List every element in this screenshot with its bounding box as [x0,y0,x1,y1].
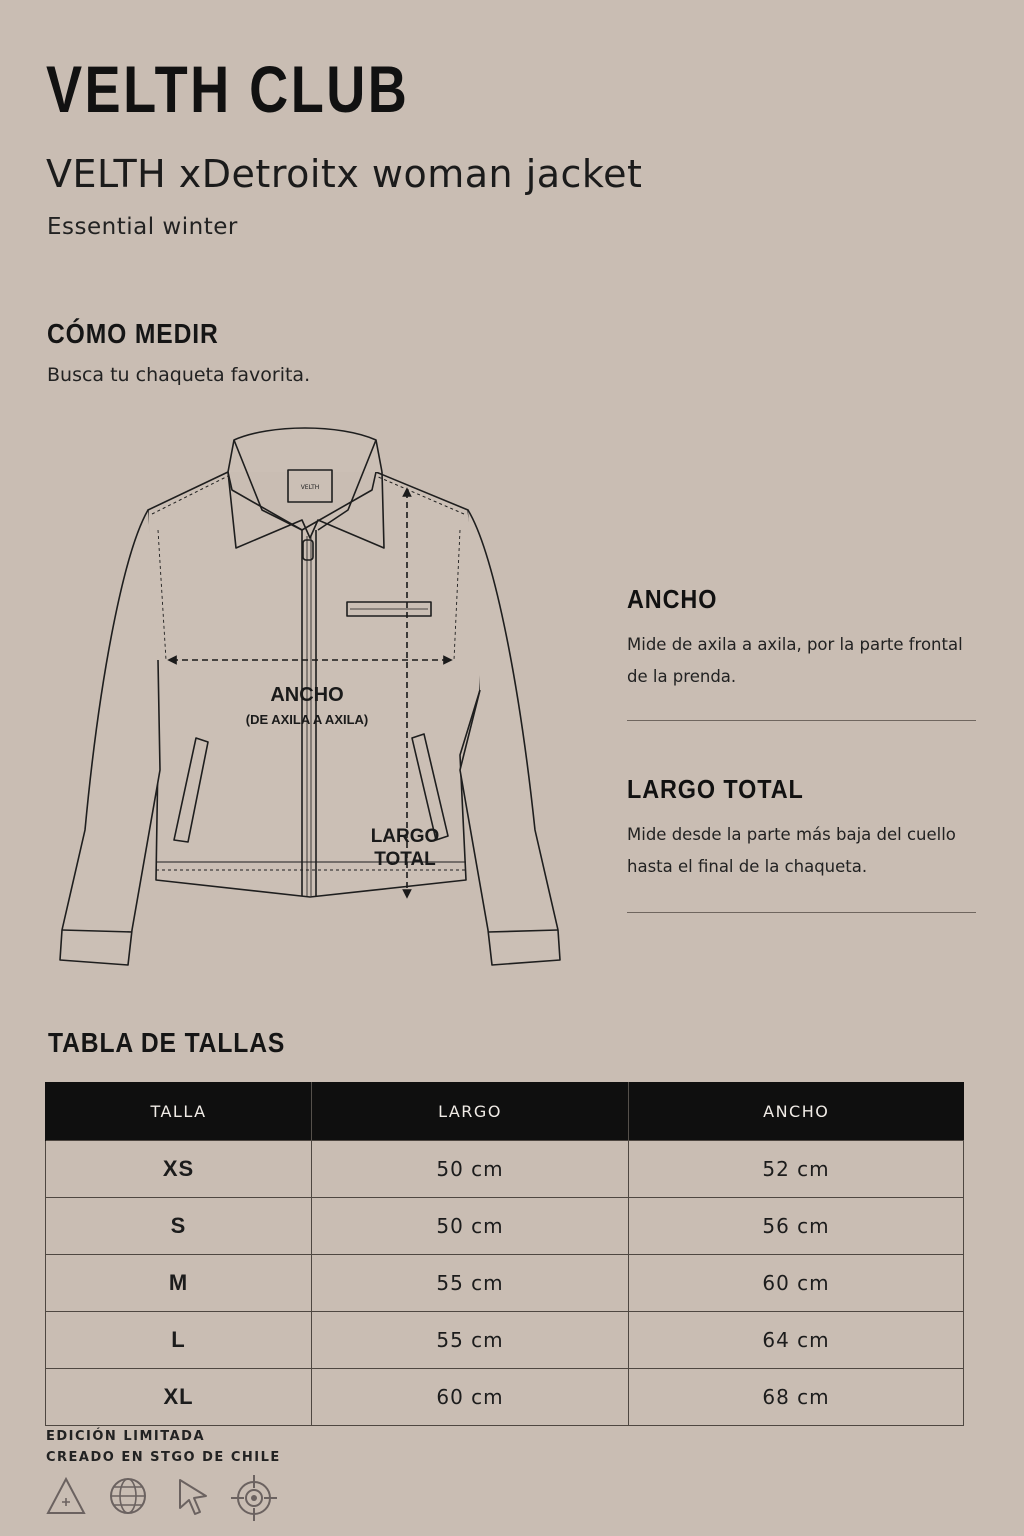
product-subtitle: Essential winter [47,214,238,240]
table-row [46,1141,964,1198]
diagram-length-label-1: LARGO [370,826,440,847]
table-row [46,1255,964,1312]
size-cell: M [46,1255,312,1312]
divider [627,912,976,913]
length-measure-info [627,774,977,883]
diagram-width-label: ANCHO [270,684,344,706]
table-row [46,1312,964,1369]
triangle-plus-icon [44,1474,88,1518]
width-measure-title: ANCHO [627,584,718,614]
table-row [46,1369,964,1426]
diagram-width-sublabel: (DE AXILA A AXILA) [245,712,369,727]
width-cell: 56 cm [629,1198,964,1255]
diagram-length-label-2: TOTAL [374,849,436,870]
size-cell: L [46,1312,312,1369]
width-measure-text: Mide de axila a axila, por la parte frontal de la prenda. [627,635,963,686]
size-cell: S [46,1198,312,1255]
divider [627,720,976,721]
width-cell: 64 cm [629,1312,964,1369]
jacket-illustration [40,410,600,990]
length-cell: 55 cm [312,1312,629,1369]
size-cell: XS [46,1141,312,1198]
globe-icon [106,1474,150,1518]
length-cell: 50 cm [312,1141,629,1198]
table-row [46,1198,964,1255]
width-cell: 68 cm [629,1369,964,1426]
brand-logo: VELTH CLUB [46,52,410,126]
size-cell: XL [46,1369,312,1426]
width-measure-info [627,584,977,693]
footer-origin: CREADO EN STGO DE CHILE [46,1450,281,1465]
column-header-width: ANCHO [629,1082,964,1141]
product-title: VELTH xDetroitx woman jacket [46,152,643,196]
column-header-size: TALLA [46,1082,312,1141]
cursor-arrow-icon [172,1474,216,1518]
width-cell: 60 cm [629,1255,964,1312]
neck-tag-label: VELTH [300,484,320,491]
how-to-measure-text: Busca tu chaqueta favorita. [47,364,311,386]
size-table [45,1082,964,1426]
footer-limited-edition: EDICIÓN LIMITADA [46,1429,206,1444]
length-cell: 60 cm [312,1369,629,1426]
column-header-length: LARGO [312,1082,629,1141]
width-cell: 52 cm [629,1141,964,1198]
crosshair-icon [230,1474,278,1522]
size-table-heading: TABLA DE TALLAS [48,1027,286,1058]
how-to-measure-heading: CÓMO MEDIR [47,318,219,349]
length-measure-text: Mide desde la parte más baja del cuello hasta el final de la chaqueta. [627,825,956,876]
footer-icons [44,1474,304,1522]
length-measure-title: LARGO TOTAL [627,774,804,804]
table-header-row [46,1082,964,1141]
jacket-diagram [40,410,600,990]
length-cell: 55 cm [312,1255,629,1312]
length-cell: 50 cm [312,1198,629,1255]
